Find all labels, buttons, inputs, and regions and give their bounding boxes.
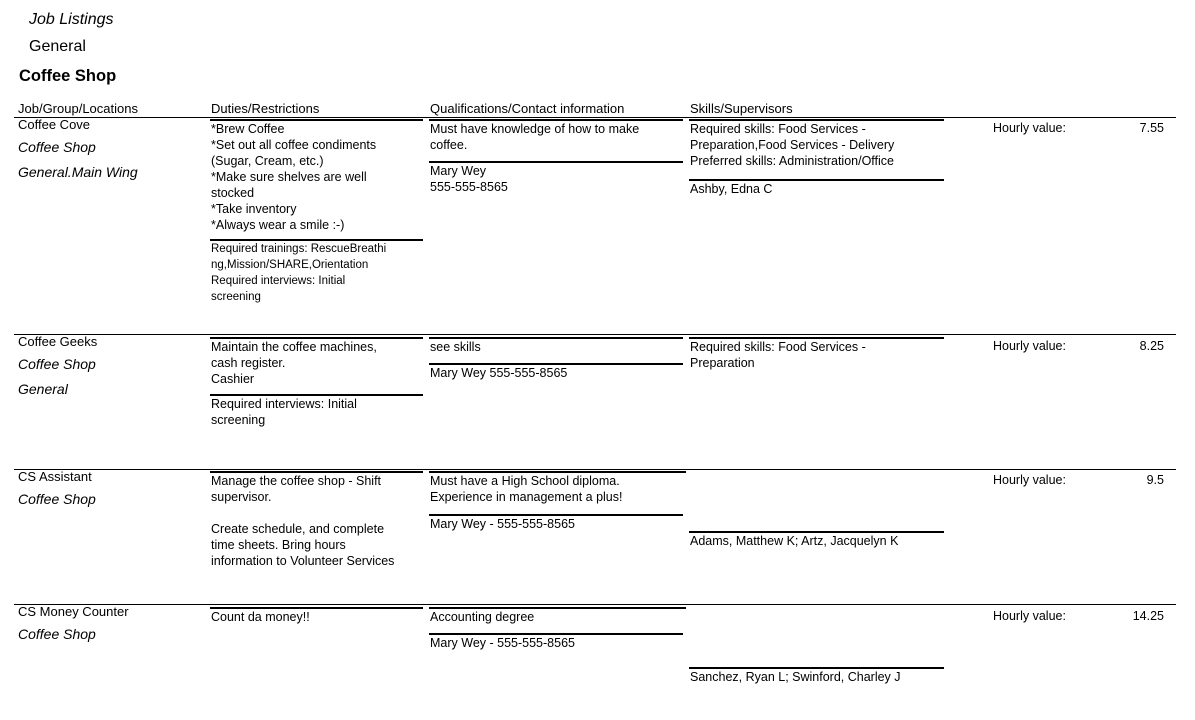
job-contact: Mary Wey 555-555-8565 bbox=[430, 366, 568, 380]
job-skills: Required skills: Food Services - Preparation bbox=[690, 340, 866, 370]
job-location: General.Main Wing bbox=[18, 164, 138, 180]
job-group: Coffee Shop bbox=[18, 139, 96, 155]
column-header-qualifications: Qualifications/Contact information bbox=[430, 101, 625, 116]
job-qualifications: see skills bbox=[430, 340, 481, 354]
job-contact: Mary Wey 555-555-8565 bbox=[430, 164, 508, 194]
hourly-value: 7.55 bbox=[1139, 121, 1164, 135]
job-name: Coffee Geeks bbox=[18, 334, 98, 349]
hourly-label: Hourly value: bbox=[993, 473, 1066, 487]
job-contact: Mary Wey - 555-555-8565 bbox=[430, 636, 575, 650]
job-skills: Required skills: Food Services - Preparation,Food Services - Delivery Preferred skills: Administration/Office bbox=[690, 122, 895, 168]
column-header-duties: Duties/Restrictions bbox=[211, 101, 320, 116]
column-header-job: Job/Group/Locations bbox=[18, 101, 138, 116]
row-separator bbox=[14, 117, 1176, 118]
job-supervisors: Ashby, Edna C bbox=[690, 182, 773, 196]
report-title: Job Listings bbox=[29, 11, 114, 28]
job-supervisors: Sanchez, Ryan L; Swinford, Charley J bbox=[690, 670, 901, 684]
hourly-label: Hourly value: bbox=[993, 121, 1066, 135]
row-separator bbox=[14, 469, 1176, 470]
job-name: CS Money Counter bbox=[18, 604, 129, 619]
job-contact: Mary Wey - 555-555-8565 bbox=[430, 517, 575, 531]
job-group: Coffee Shop bbox=[18, 626, 96, 642]
hourly-value: 9.5 bbox=[1146, 473, 1164, 487]
job-requirements: Required interviews: Initial screening bbox=[211, 397, 357, 427]
report-subtitle: General bbox=[29, 38, 86, 55]
job-duties: Manage the coffee shop - Shift supervisor. Create schedule, and complete time sheets. Bring hours information to Volunteer Services bbox=[211, 474, 395, 568]
hourly-label: Hourly value: bbox=[993, 339, 1066, 353]
hourly-value: 8.25 bbox=[1139, 339, 1164, 353]
job-qualifications: Accounting degree bbox=[430, 610, 535, 624]
job-qualifications: Must have knowledge of how to make coffee. bbox=[430, 122, 640, 152]
job-duties: Maintain the coffee machines, cash register. Cashier bbox=[211, 340, 377, 386]
job-requirements: Required trainings: RescueBreathi ng,Mission/SHARE,Orientation Required interviews: Initial screening bbox=[211, 243, 387, 303]
job-name: CS Assistant bbox=[18, 469, 92, 484]
row-separator bbox=[14, 334, 1176, 335]
hourly-value: 14.25 bbox=[1132, 609, 1164, 623]
job-qualifications: Must have a High School diploma. Experience in management a plus! bbox=[430, 474, 623, 504]
job-duties: Count da money!! bbox=[211, 610, 310, 624]
job-name: Coffee Cove bbox=[18, 117, 91, 132]
job-group: Coffee Shop bbox=[18, 491, 96, 507]
job-supervisors: Adams, Matthew K; Artz, Jacquelyn K bbox=[690, 534, 899, 548]
job-duties: *Brew Coffee *Set out all coffee condiments (Sugar, Cream, etc.) *Make sure shelves are well stocked *Take inventory *Always wear a smile :-) bbox=[211, 122, 377, 232]
hourly-label: Hourly value: bbox=[993, 609, 1066, 623]
row-separator bbox=[14, 604, 1176, 605]
section-title: Coffee Shop bbox=[19, 67, 117, 85]
column-header-skills: Skills/Supervisors bbox=[690, 101, 793, 116]
job-location: General bbox=[18, 381, 68, 397]
job-group: Coffee Shop bbox=[18, 356, 96, 372]
